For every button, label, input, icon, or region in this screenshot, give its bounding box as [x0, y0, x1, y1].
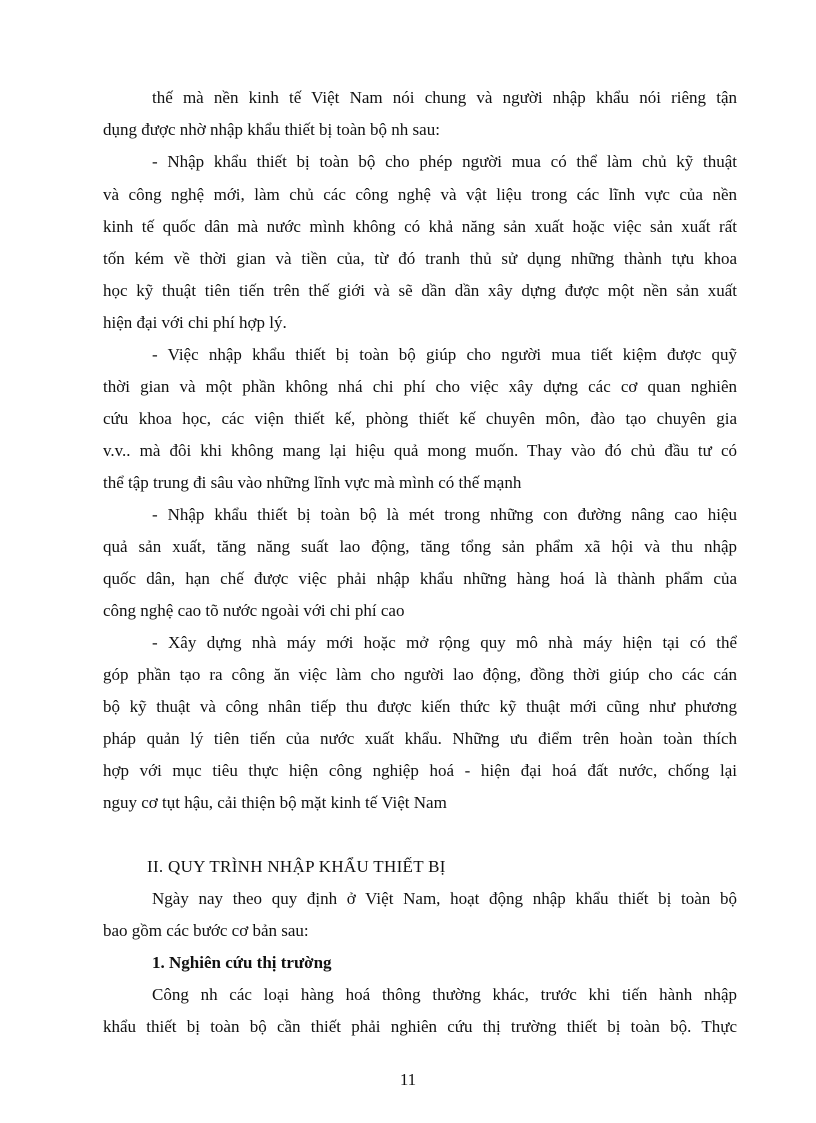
paragraph-line: kinh tế quốc dân mà nước mình không có khả năng sản xuất hoặc việc sản xuất rất — [103, 217, 737, 236]
page-number: 11 — [399, 1070, 417, 1089]
bullet-line: - Xây dựng nhà máy mới hoặc mở rộng quy mô nhà máy hiện tại có thể — [152, 633, 737, 652]
paragraph-line: thế mà nền kinh tế Việt Nam nói chung và người nhập khẩu nói riêng tận — [152, 88, 737, 107]
paragraph-line: dụng được nhờ nhập khẩu thiết bị toàn bộ nh sau: — [103, 120, 440, 139]
paragraph-line: bộ kỹ thuật và công nhân tiếp thu được kiến thức kỹ thuật mới cũng như phương — [103, 697, 737, 716]
paragraph-line: khẩu thiết bị toàn bộ cần thiết phải nghiên cứu thị trường thiết bị toàn bộ. Thực — [103, 1017, 737, 1036]
bullet-line: - Nhập khẩu thiết bị toàn bộ cho phép người mua có thể làm chủ kỹ thuật — [152, 152, 737, 171]
paragraph-line: thể tập trung đi sâu vào những lĩnh vực mà mình có thế mạnh — [103, 473, 522, 492]
section-heading: II. QUY TRÌNH NHẬP KHẨU THIẾT BỊ — [147, 857, 446, 876]
paragraph-line: quả sản xuất, tăng năng suất lao động, tăng tổng sản phẩm xã hội và thu nhập — [103, 537, 737, 556]
paragraph-line: học kỹ thuật tiên tiến trên thế giới và sẽ dần dần xây dựng được một nền sản xuất — [103, 281, 737, 300]
paragraph-line: hiện đại với chi phí hợp lý. — [103, 313, 287, 332]
paragraph-line: và công nghệ mới, làm chủ các công nghệ và vật liệu trong các lĩnh vực của nền — [103, 185, 737, 204]
paragraph-line: cứu khoa học, các viện thiết kế, phòng thiết kế chuyên môn, đào tạo chuyên gia — [103, 409, 737, 428]
paragraph-line: bao gồm các bước cơ bản sau: — [103, 921, 309, 940]
paragraph-line: v.v.. mà đôi khi không mang lại hiệu quả mong muốn. Thay vào đó chủ đầu tư có — [103, 441, 737, 460]
bullet-line: - Nhập khẩu thiết bị toàn bộ là mét trong những con đường nâng cao hiệu — [152, 505, 737, 524]
paragraph-line: nguy cơ tụt hậu, cải thiện bộ mặt kinh tế Việt Nam — [103, 793, 447, 812]
subsection-heading: 1. Nghiên cứu thị trường — [152, 953, 332, 972]
paragraph-line: Ngày nay theo quy định ở Việt Nam, hoạt động nhập khẩu thiết bị toàn bộ — [152, 889, 737, 908]
paragraph-line: thời gian và một phần không nhá chi phí cho việc xây dựng các cơ quan nghiên — [103, 377, 737, 396]
bullet-line: - Việc nhập khẩu thiết bị toàn bộ giúp cho người mua tiết kiệm được quỹ — [152, 345, 737, 364]
paragraph-line: quốc dân, hạn chế được việc phải nhập khẩu những hàng hoá là thành phẩm của — [103, 569, 737, 588]
paragraph-line: pháp quản lý tiên tiến của nước xuất khẩu. Những ưu điểm trên hoàn toàn thích — [103, 729, 737, 748]
paragraph-line: công nghệ cao tõ nước ngoài với chi phí cao — [103, 601, 405, 620]
paragraph-line: Công nh các loại hàng hoá thông thường khác, trước khi tiến hành nhập — [152, 985, 737, 1004]
paragraph-line: góp phần tạo ra công ăn việc làm cho người lao động, đồng thời giúp cho các cán — [103, 665, 737, 684]
paragraph-line: tốn kém về thời gian và tiền của, từ đó tranh thủ sử dụng những thành tựu khoa — [103, 249, 737, 268]
paragraph-line: hợp với mục tiêu thực hiện công nghiệp hoá - hiện đại hoá đất nước, chống lại — [103, 761, 737, 780]
